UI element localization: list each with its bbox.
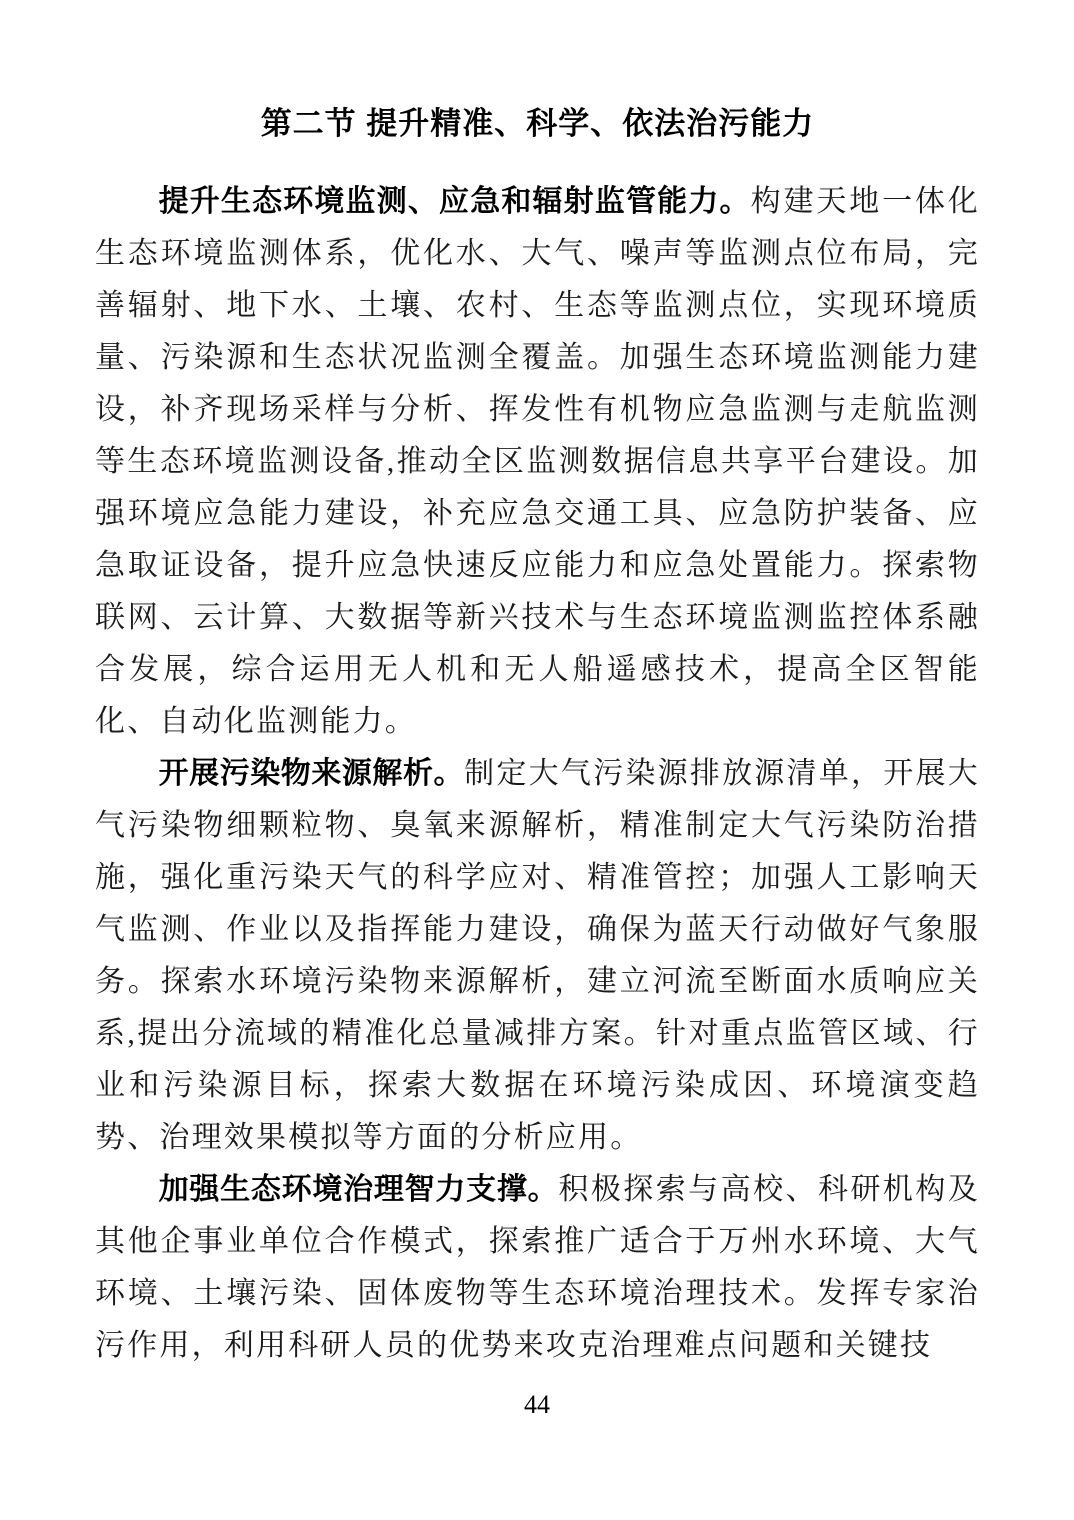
paragraph-body: 积极探索与高校、科研机构及其他企事业单位合作模式，探索推广适合于万州水环境、大气环境、土壤污染、固体废物等生态环境治理技术。发挥专家治污作用，利用科研人员的优势来攻克治理难点问题和关键技	[95, 1173, 980, 1362]
paragraph-body: 构建天地一体化生态环境监测体系，优化水、大气、噪声等监测点位布局，完善辐射、地下水、土壤、农村、生态等监测点位，实现环境质量、污染源和生态状况监测全覆盖。加强生态环境监测能力建设，补齐现场采样与分析、挥发性有机物应急监测与走航监测等生态环境监测设备,推动全区监测数据信息共享平台建设。加强环境应急能力建设，补充应急交通工具、应急防护装备、应急取证设备，提升应急快速反应能力和应急处置能力。探索物联网、云计算、大数据等新兴技术与生态环境监测监控体系融合发展，综合运用无人机和无人船遥感技术，提高全区智能化、自动化监测能力。	[95, 185, 981, 738]
paragraph-lead: 加强生态环境治理智力支撑。	[158, 1173, 559, 1206]
paragraph-monitoring-capability	[95, 176, 980, 748]
section-title: 第二节 提升精准、科学、依法治污能力	[260, 106, 815, 141]
paragraph-intellectual-support	[95, 1164, 980, 1372]
paragraph-body: 制定大气污染源排放源清单，开展大气污染物细颗粒物、臭氧来源解析，精准制定大气污染防治措施，强化重污染天气的科学应对、精准管控；加强人工影响天气监测、作业以及指挥能力建设，确保为蓝天行动做好气象服务。探索水环境污染物来源解析，建立河流至断面水质响应关系,提出分流域的精准化总量减排方案。针对重点监管区域、行业和污染源目标，探索大数据在环境污染成因、环境演变趋势、治理效果模拟等方面的分析应用。	[95, 757, 980, 1154]
paragraph-lead: 提升生态环境监测、应急和辐射监管能力。	[158, 185, 751, 218]
paragraph-pollution-source-analysis	[95, 748, 980, 1164]
page-number: 44	[524, 1390, 550, 1419]
page-content	[95, 100, 980, 1372]
paragraph-lead: 开展污染物来源解析。	[158, 757, 465, 790]
